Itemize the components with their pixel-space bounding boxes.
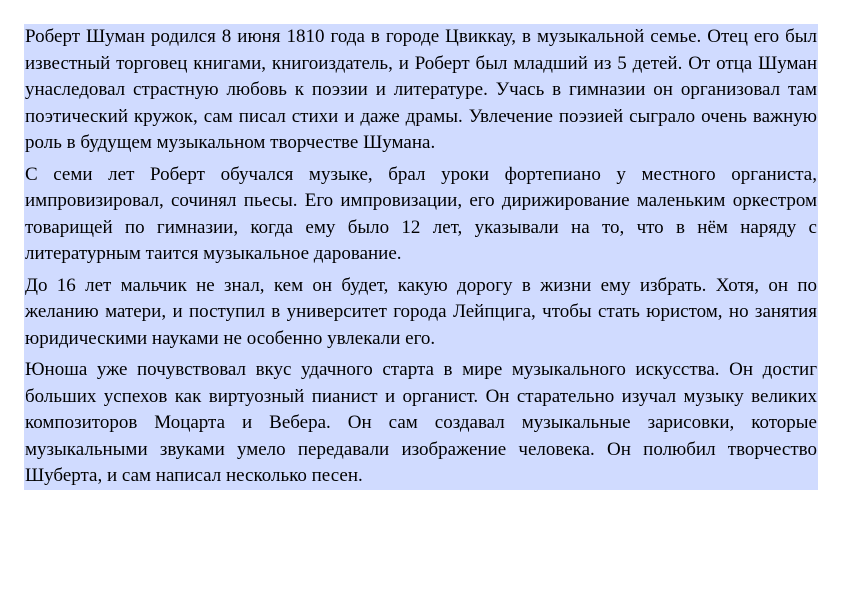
paragraph-music-education: С семи лет Роберт обучался музыке, брал уроки фортепиано у местного органиста, импровизировал, сочинял пьесы. Его импровизации, его дирижирование маленьким оркестром товарищей по гимназии, когда ему было 12 лет, указывали на то, что в нём наряду с литературным таится музыкальное дарование. xyxy=(25,163,817,264)
paragraph-university: До 16 лет мальчик не знал, кем он будет, какую дорогу в жизни ему избрать. Хотя, он по желанию матери, и поступил в университет города Лейпцига, чтобы стать юристом, но занятия юридическими науками не особенно увлекали его. xyxy=(25,274,817,349)
paragraph-musical-success: Юноша уже почувствовал вкус удачного старта в мире музыкального искусства. Он достиг больших успехов как виртуозный пианист и органист. Он старательно изучал музыку великих композиторов Моцарта и Вебера. Он сам создавал музыкальные зарисовки, которые музыкальными звуками умело передавали изображение человека. Он полюбил творчество Шуберта, и сам написал несколько песен. xyxy=(25,359,817,486)
biography-text-block xyxy=(24,24,818,490)
paragraph-birth-family: Роберт Шуман родился 8 июня 1810 года в городе Цвиккау, в музыкальной семье. Отец его был известный торговец книгами, книгоиздатель, и Роберт был младший из 5 детей. От отца Шуман унаследовал страстную любовь к поэзии и литературе. Учась в гимназии он организовал там поэтический кружок, сам писал стихи и даже драмы. Увлечение поэзией сыграло очень важную роль в будущем музыкальном творчестве Шумана. xyxy=(25,26,817,153)
